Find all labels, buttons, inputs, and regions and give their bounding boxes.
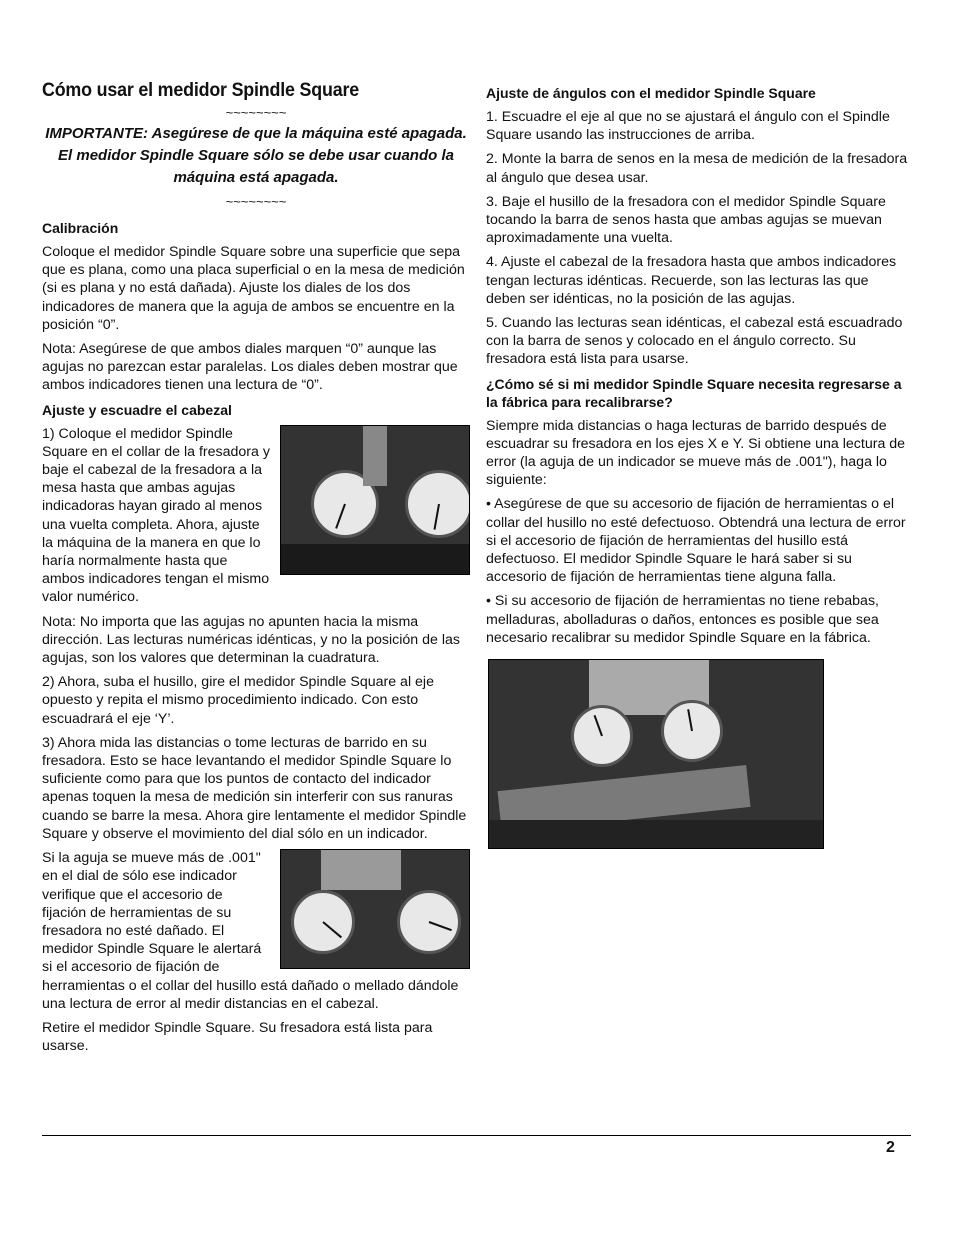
adjust-heading: Ajuste y escuadre el cabezal (42, 401, 232, 418)
left-column (42, 80, 470, 1061)
angle-step-5: 5. Cuando las lecturas sean idénticas, el cabezal está escuadrado con la barra de senos y colocado en el ángulo correcto. Su fresadora está lista para usarse. (486, 315, 903, 368)
adjust-final: Retire el medidor Spindle Square. Su fresadora está lista para usarse. (42, 1019, 433, 1055)
adjust-step-3-warning: Si la aguja se mueve más de .001" en el dial de sólo ese indicador verifique que el accesorio de fijación de herramientas de su fresadora no esté dañado. El medidor Spindle Square le alertará si el accesorio de fijación de herramientas o el collar del husillo está dañado o mellado dándole una lectura de error al medir distancias en el cabezal. (42, 850, 459, 1012)
dial-gauge-left (571, 705, 633, 767)
tilde-divider: ~~~~~~~~ (225, 105, 287, 120)
adjust-note: Nota: No importa que las agujas no apunten hacia la misma dirección. Las lecturas numéricas idénticas, y no la posición de las agujas, son los valores que determinan la cuadratura. (42, 613, 460, 667)
spindle-head (321, 850, 401, 890)
faq-bullet-2: • Si su accesorio de fijación de herramientas no tiene rebabas, melladuras, abolladuras o daños, entonces es posible que sea necesario recalibrar su medidor Spindle Square en la fábrica. (486, 593, 879, 646)
dial-indicators-photo-2 (280, 849, 470, 969)
important-notice: IMPORTANTE: Asegúrese de que la máquina esté apagada. El medidor Spindle Square sólo se debe usar cuando la máquina está apagada. (45, 125, 467, 186)
calibration-note: Nota: Asegúrese de que ambos diales marquen “0” aunque las agujas no parezcan estar paralelas. Los diales deben mostrar que ambos indicadores tienen una lectura de “0”. (42, 341, 458, 394)
calibration-heading: Calibración (42, 220, 119, 236)
dial-gauge-right (661, 700, 723, 762)
page-title: Cómo usar el medidor Spindle Square (42, 80, 359, 101)
gauge-needle (335, 503, 346, 528)
dial-gauge-right (397, 890, 461, 954)
calibration-paragraph: Coloque el medidor Spindle Square sobre una superficie que sepa que es plana, como una placa superficial o en la mesa de medición (si es plana y no está dañada). Ajuste los diales de los dos indicadores de manera que la aguja de ambos se encuentre en la posición “0”. (42, 244, 465, 333)
angle-heading: Ajuste de ángulos con el medidor Spindle Square (486, 85, 816, 101)
table-base (281, 544, 469, 574)
angle-step-3: 3. Baje el husillo de la fresadora con el medidor Spindle Square tocando la barra de senos hasta que ambas agujas se muevan aproximadamente una vuelta. (486, 193, 886, 247)
mill-table (489, 820, 823, 848)
faq-bullet-1: • Asegúrese de que su accesorio de fijación de herramientas o el collar del husillo no esté defectuoso. Obtendrá una lectura de error si el accesorio de fijación de herramientas del husillo está defectuoso. El medidor Spindle Square le hará saber si su accesorio de fijación de herramientas tiene alguna falla. (486, 496, 906, 586)
angle-step-4: 4. Ajuste el cabezal de la fresadora hasta que ambos indicadores tengan lecturas idénticas. Recuerde, son las lecturas las que deben ser idénticas, no la posición de las agujas. (486, 254, 897, 307)
right-column (486, 80, 910, 849)
dial-indicators-photo-1 (280, 425, 470, 575)
dial-gauge-right (405, 470, 470, 538)
faq-heading: ¿Cómo sé si mi medidor Spindle Square necesita regresarse a la fábrica para recalibrarse? (486, 375, 902, 410)
gauge-needle (429, 921, 452, 931)
faq-paragraph: Siempre mida distancias o haga lecturas de barrido después de escuadrar su fresadora en los ejes X e Y. Si obtiene una lectura de error (la aguja de un indicador se mueve más de .001"), haga lo siguiente: (486, 417, 906, 489)
angle-step-1: 1. Escuadre el eje al que no se ajustará el ángulo con el Spindle Square usando las instrucciones de arriba. (486, 109, 890, 144)
spindle-post (363, 426, 387, 486)
gauge-needle (687, 709, 693, 731)
adjust-step-1: 1) Coloque el medidor Spindle Square en el collar de la fresadora y baje el cabezal de la fresadora a la mesa hasta que ambas agujas indicadoras hayan girado al menos una vuelta completa. Ahora, ajuste la máquina de la manera en que lo haría normalmente hasta que ambos indicadores tengan el mismo valor numérico. (42, 425, 270, 606)
page-number: 2 (886, 1139, 895, 1156)
adjust-step-3: 3) Ahora mida las distancias o tome lecturas de barrido en su fresadora. Esto se hace levantando el medidor Spindle Square lo suficiente como para que los puntos de contacto del indicador apenas toquen la mesa de medición sin interferir con sus ranuras cuando se barre la mesa. Ahora gire lentamente el medidor Spindle Square y observe el movimiento del dial sólo en un indicador. (42, 734, 467, 842)
tilde-divider: ~~~~~~~~ (225, 194, 287, 209)
gauge-needle (322, 921, 342, 938)
footer-rule (42, 1135, 911, 1136)
gauge-needle (594, 715, 603, 736)
angle-step-2: 2. Monte la barra de senos en la mesa de medición de la fresadora al ángulo que desea usar. (486, 151, 908, 186)
dial-gauge-left (291, 890, 355, 954)
sine-bar-photo (488, 659, 824, 849)
gauge-needle (434, 503, 440, 529)
adjust-step-2: 2) Ahora, suba el husillo, gire el medidor Spindle Square al eje opuesto y repita el mismo procedimiento indicado. Con esto escuadrará el eje ‘Y’. (42, 674, 434, 727)
